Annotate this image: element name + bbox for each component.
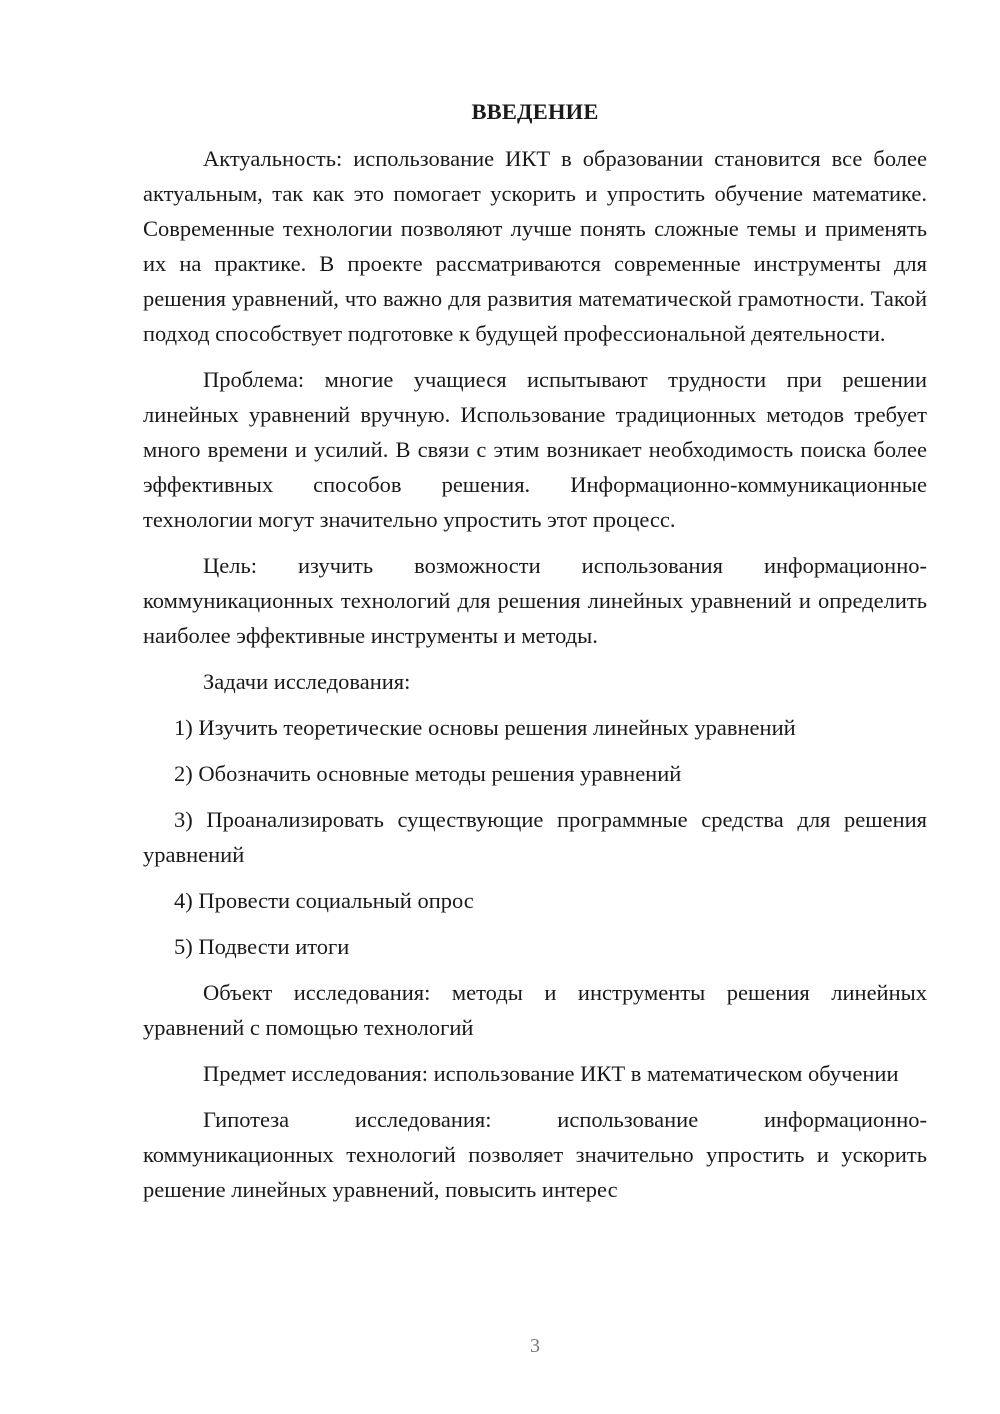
task-item-3: 3) Проанализировать существующие программные средства для решения уравнений: [143, 807, 927, 867]
page-content: [143, 94, 927, 1207]
task-item-1: 1) Изучить теоретические основы решения линейных уравнений: [174, 715, 796, 740]
object-paragraph: Объект исследования: методы и инструменты решения линейных уравнений с помощью технологий: [143, 980, 927, 1040]
tasks-heading: Задачи исследования:: [203, 669, 411, 694]
hypothesis-paragraph: Гипотеза исследования: использование информационно-коммуникационных технологий позволяет значительно упростить и ускорить решение линейных уравнений, повысить интерес: [143, 1107, 927, 1202]
problem-paragraph: Проблема: многие учащиеся испытывают трудности при решении линейных уравнений вручную. Использование традиционных методов требует много времени и усилий. В связи с этим возникает необходимость поиска более эффективных способов решения. Информационно-коммуникационные технологии могут значительно упростить этот процесс.: [143, 367, 927, 532]
page-number: 3: [530, 1335, 540, 1357]
task-item-2: 2) Обозначить основные методы решения уравнений: [174, 761, 682, 786]
task-item-4: 4) Провести социальный опрос: [174, 888, 474, 913]
page-title: ВВЕДЕНИЕ: [471, 99, 599, 124]
subject-paragraph: Предмет исследования: использование ИКТ в математическом обучении: [203, 1061, 899, 1086]
relevance-paragraph: Актуальность: использование ИКТ в образовании становится все более актуальным, так как это помогает ускорить и упростить обучение математике. Современные технологии позволяют лучше понять сложные темы и применять их на практике. В проекте рассматриваются современные инструменты для решения уравнений, что важно для развития математической грамотности. Такой подход способствует подготовке к будущей профессиональной деятельности.: [143, 146, 927, 346]
task-item-5: 5) Подвести итоги: [174, 934, 350, 959]
goal-paragraph: Цель: изучить возможности использования информационно-коммуникационных технологий для решения линейных уравнений и определить наиболее эффективные инструменты и методы.: [143, 553, 927, 648]
